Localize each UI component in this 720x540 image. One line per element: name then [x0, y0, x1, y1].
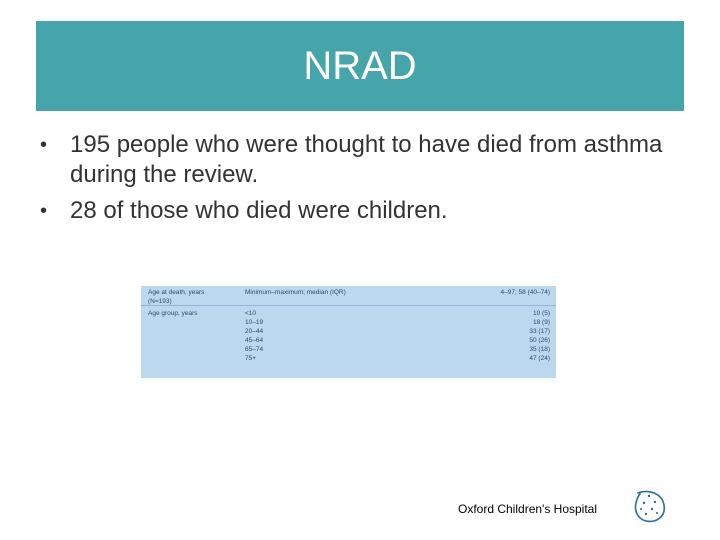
age-group-cell: <10 — [245, 310, 257, 317]
bullet-icon: • — [40, 200, 48, 222]
header-label: Age at death, years — [148, 289, 205, 296]
table-row — [141, 328, 556, 336]
bullet-item — [40, 196, 680, 226]
title-bar — [36, 21, 684, 111]
bullet-icon: • — [40, 134, 48, 156]
table-row — [141, 310, 556, 318]
bullet-text: 28 of those who died were children. — [70, 197, 448, 224]
header-sublabel: (N=193) — [148, 298, 172, 305]
count-cell: 10 (5) — [533, 310, 550, 317]
table-row — [141, 319, 556, 327]
header-value: 4–97; 58 (40–74) — [500, 289, 550, 296]
footer-hospital-name: Oxford Children's Hospital — [458, 502, 598, 516]
bullet-text: 195 people who were thought to have died from asthma during the review. — [70, 131, 663, 188]
slide-title: NRAD — [303, 43, 417, 88]
age-group-cell: 20–44 — [245, 328, 264, 335]
table-row — [141, 346, 556, 354]
count-cell: 33 (17) — [529, 328, 550, 335]
table-header-row — [141, 289, 556, 297]
age-group-cell: 75+ — [245, 355, 257, 362]
count-cell: 18 (9) — [533, 319, 550, 326]
table-row — [141, 355, 556, 363]
hospital-logo-icon — [630, 487, 668, 525]
table-row — [141, 337, 556, 345]
age-group-cell: 65–74 — [245, 346, 264, 353]
group-label: Age group, years — [148, 310, 198, 317]
bullet-list — [40, 130, 680, 232]
age-group-cell: 10–19 — [245, 319, 264, 326]
header-measure: Minimum–maximum; median (IQR) — [245, 289, 346, 296]
age-table — [141, 286, 556, 378]
count-cell: 50 (26) — [529, 337, 550, 344]
count-cell: 47 (24) — [529, 355, 550, 362]
table-header-subrow — [141, 298, 556, 306]
count-cell: 35 (18) — [529, 346, 550, 353]
age-group-cell: 45–64 — [245, 337, 264, 344]
bullet-item — [40, 130, 680, 190]
